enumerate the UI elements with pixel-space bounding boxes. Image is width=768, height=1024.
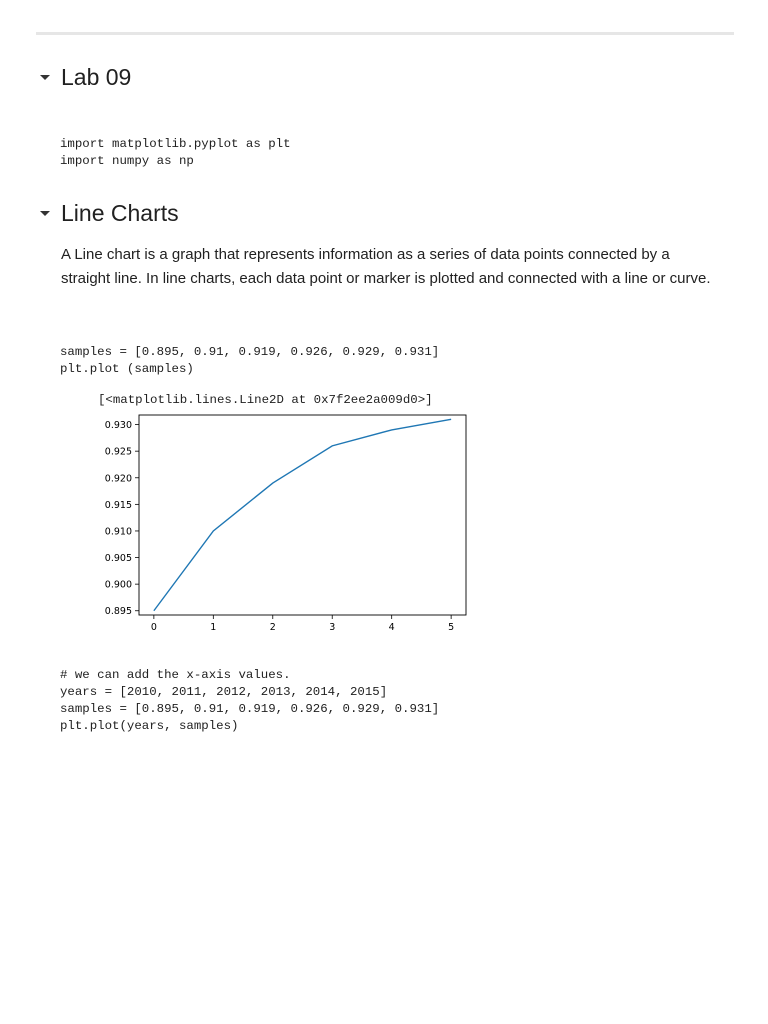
line-chart xyxy=(90,408,480,638)
code-cell-imports[interactable]: import matplotlib.pyplot as plt import numpy as np xyxy=(60,137,291,168)
y-tick-label: 0.920 xyxy=(104,473,132,485)
y-tick-label: 0.905 xyxy=(104,553,132,565)
y-tick-label: 0.915 xyxy=(104,499,132,511)
y-tick-label: 0.930 xyxy=(104,420,132,432)
collapse-caret-icon[interactable] xyxy=(40,75,50,80)
section-title: Lab 09 xyxy=(61,64,132,90)
x-tick-label: 5 xyxy=(448,622,455,633)
y-tick-label: 0.925 xyxy=(104,446,132,458)
y-tick-label: 0.910 xyxy=(104,526,132,538)
y-tick-label: 0.900 xyxy=(104,579,132,591)
description-text: A Line chart is a graph that represents information as a series of data points connected by a straight line. In line charts, each data point or marker is plotted and connected with a line or curve. xyxy=(61,246,711,287)
section-title: Line Charts xyxy=(61,200,179,226)
y-tick-label: 0.895 xyxy=(104,606,132,618)
plot-frame xyxy=(139,415,466,615)
x-tick-label: 4 xyxy=(388,622,395,633)
cell-output-text: [<matplotlib.lines.Line2D at 0x7f2ee2a009d0>] xyxy=(98,393,433,407)
code-cell-plot-samples[interactable]: samples = [0.895, 0.91, 0.919, 0.926, 0.929, 0.931] plt.plot (samples) xyxy=(60,345,440,376)
x-tick-label: 2 xyxy=(269,622,276,633)
top-divider xyxy=(36,32,734,35)
code-cell-plot-years[interactable]: # we can add the x-axis values. years = [2010, 2011, 2012, 2013, 2014, 2015] samples = [0.895, 0.91, 0.919, 0.926, 0.929, 0.931] plt.plot(years, samples) xyxy=(60,668,440,733)
x-tick-label: 1 xyxy=(210,622,217,633)
collapse-caret-icon[interactable] xyxy=(40,211,50,216)
section-header-lab[interactable] xyxy=(36,64,131,91)
x-tick-label: 0 xyxy=(150,622,157,633)
x-tick-label: 3 xyxy=(329,622,336,633)
section-header-line-charts[interactable] xyxy=(36,200,179,227)
